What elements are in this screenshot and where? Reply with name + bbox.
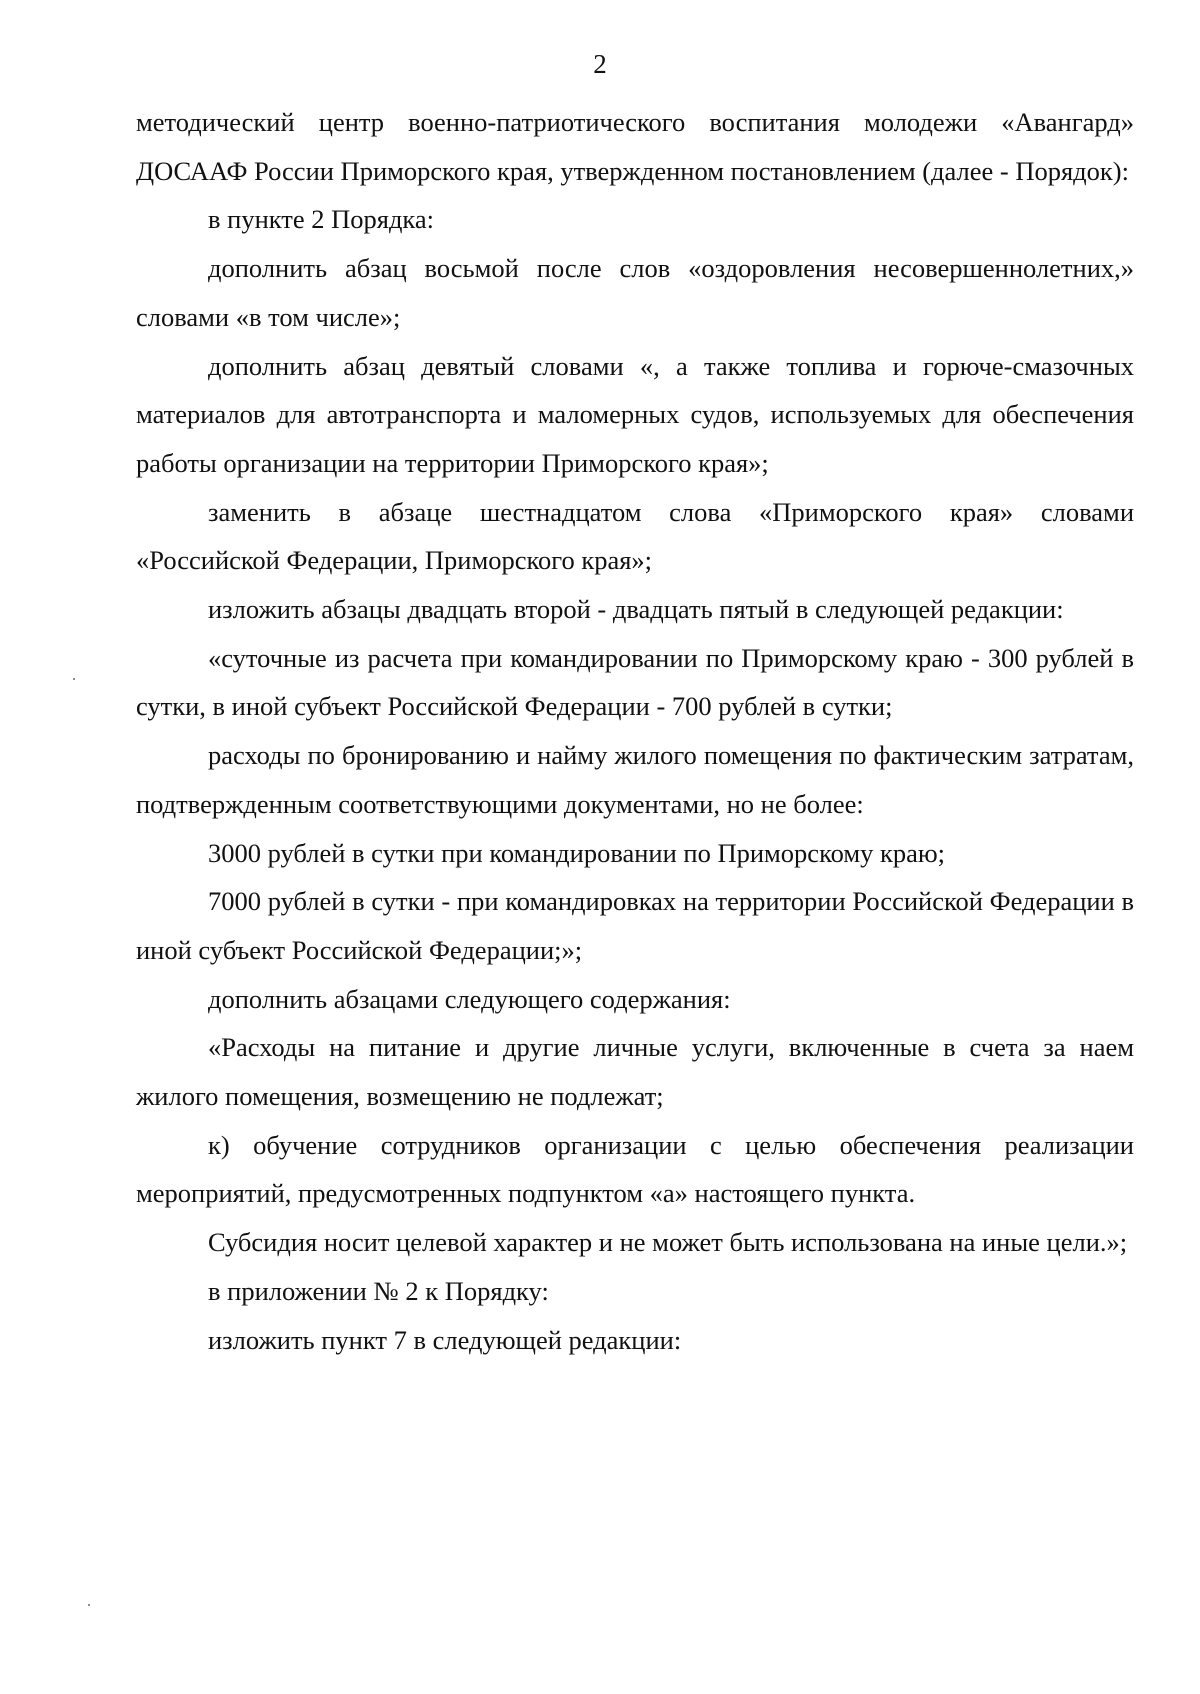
paragraph: 3000 рублей в сутки при командировании по Приморскому краю; <box>208 837 946 868</box>
page-number: 2 <box>593 49 607 79</box>
document-body <box>136 98 1134 1364</box>
paragraph: Субсидия носит целевой характер и не может быть использована на иные цели.»; <box>208 1227 1128 1258</box>
paragraph: заменить в абзаце шестнадцатом слова «Приморского края» словами «Российской Федерации, Приморского края»; <box>136 496 1134 576</box>
paragraph: к) обучение сотрудников организации с целью обеспечения реализации мероприятий, предусмотренных подпунктом «а» настоящего пункта. <box>136 1129 1134 1209</box>
paragraph: 7000 рублей в сутки - при командировках на территории Российской Федерации в иной субъект Российской Федерации;»; <box>136 886 1134 965</box>
paragraph: изложить пункт 7 в следующей редакции: <box>208 1324 682 1355</box>
paragraph: в пункте 2 Порядка: <box>208 204 435 235</box>
paragraph: дополнить абзац девятый словами «, а также топлива и горюче-смазочных материалов для автотранспорта и маломерных судов, используемых для обеспечения работы организации на территории Приморского края»; <box>136 350 1134 478</box>
paragraph: расходы по бронированию и найму жилого помещения по фактическим затратам, подтвержденным соответствующими документами, но не более: <box>136 740 1134 819</box>
paragraph: «суточные из расчета при командировании по Приморскому краю - 300 рублей в сутки, в иной субъект Российской Федерации - 700 рублей в сутки; <box>136 642 1134 722</box>
paragraph: дополнить абзац восьмой после слов «оздоровления несовершеннолетних,» словами «в том числе»; <box>136 253 1134 332</box>
scan-speck <box>88 1604 90 1606</box>
scan-speck <box>73 678 75 680</box>
paragraph: методический центр военно-патриотического воспитания молодежи «Авангард» ДОСААФ России Приморского края, утвержденном постановлением (далее - Порядок): <box>136 107 1134 186</box>
paragraph: «Расходы на питание и другие личные услуги, включенные в счета за наем жилого помещения, возмещению не подлежат; <box>136 1032 1134 1112</box>
paragraph: дополнить абзацами следующего содержания: <box>208 983 731 1014</box>
paragraph: изложить абзацы двадцать второй - двадцать пятый в следующей редакции: <box>208 594 1064 625</box>
paragraph: в приложении № 2 к Порядку: <box>208 1275 549 1306</box>
